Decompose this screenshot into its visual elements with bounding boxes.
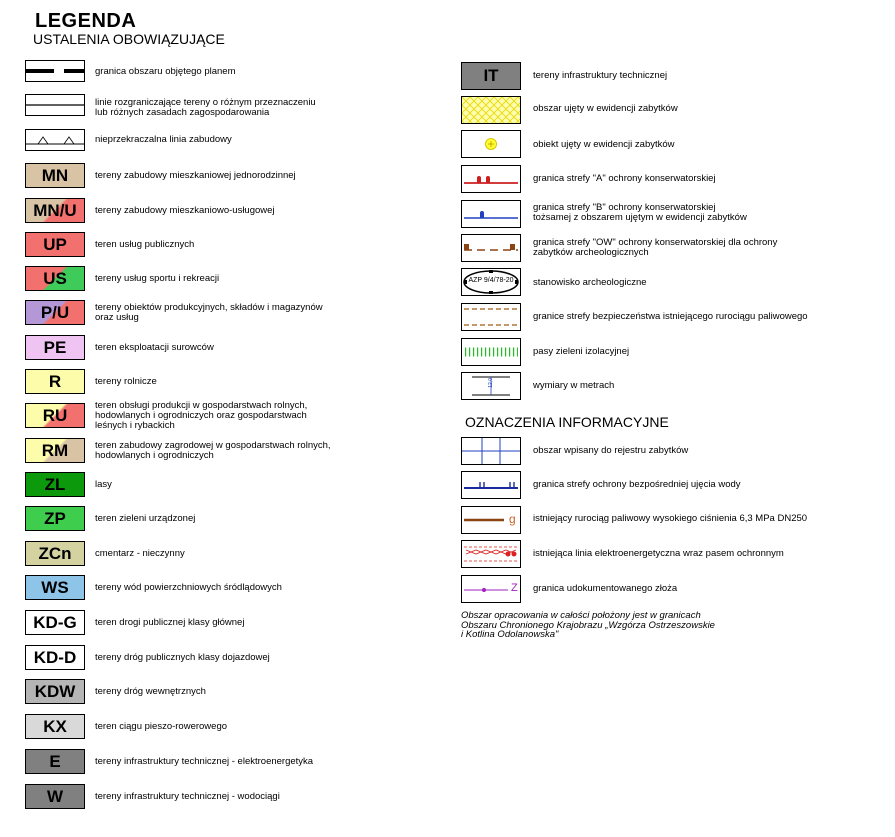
- deposit-symbol-letter: Z: [511, 582, 518, 594]
- symbol-zone-a: [461, 165, 521, 193]
- zone-code: US: [43, 268, 67, 288]
- label-ZL: lasy: [95, 479, 112, 490]
- zone-code: R: [48, 371, 62, 391]
- zone-code: KD-D: [33, 647, 77, 667]
- label-ZP: teren zieleni urządzonej: [95, 513, 196, 524]
- zone-KDW: [25, 679, 85, 704]
- label-registered-heritage: obszar wpisany do rejestru zabytków: [533, 445, 689, 456]
- label-KX: teren ciągu pieszo-rowerowego: [95, 721, 228, 732]
- zone-code: PE: [43, 337, 67, 357]
- symbol-pipeline-safety-zone: [461, 303, 521, 331]
- zone-code: MN: [41, 165, 69, 185]
- label-IT: tereny infrastruktury technicznej: [533, 70, 668, 81]
- symbol-green-belt: [461, 338, 521, 366]
- label-zone-ow: granica strefy "OW" ochrony konserwatorskiej dla ochrony zabytków archeologicznych: [533, 237, 778, 258]
- zone-code: IT: [483, 66, 499, 85]
- archaeological-site-code: AZP 9/4/78-20: [468, 277, 514, 284]
- symbol-zone-b: [461, 200, 521, 228]
- zone-code: RU: [42, 405, 68, 425]
- zone-code: P/U: [40, 302, 70, 322]
- label-building-line: nieprzekraczalna linia zabudowy: [95, 134, 232, 145]
- label-ZCn: cmentarz - nieczynny: [95, 548, 185, 559]
- zone-code: ZCn: [38, 543, 72, 563]
- label-deposit-boundary: granica udokumentowanego złoża: [533, 583, 678, 594]
- label-KD-G: teren drogi publicznej klasy głównej: [95, 617, 245, 628]
- zone-code: ZL: [44, 474, 66, 494]
- label-archaeological-site: stanowisko archeologiczne: [533, 277, 647, 288]
- label-heritage-object: obiekt ujęty w ewidencji zabytków: [533, 139, 675, 150]
- protected-landscape-note: Obszar opracowania w całości położony jest w granicach Obszaru Chronionego Krajobrazu „Wzgórza Ostrzeszowskie i Kotlina Odolanowska": [461, 610, 715, 640]
- zone-code: E: [49, 751, 61, 771]
- zone-RU: [25, 403, 85, 428]
- zone-code: ZP: [44, 508, 66, 528]
- zone-KD-D: [25, 645, 85, 670]
- symbol-dimensions: [461, 372, 521, 400]
- label-E: tereny infrastruktury technicznej - elektroenergetyka: [95, 756, 314, 767]
- symbol-dividing-lines: [25, 94, 85, 116]
- symbol-deposit-boundary: [461, 575, 521, 603]
- zone-UP: [25, 232, 85, 257]
- label-fuel-pipeline: istniejący rurociąg paliwowy wysokiego ciśnienia 6,3 MPa DN250: [533, 513, 808, 524]
- label-RM: teren zabudowy zagrodowej w gospodarstwach rolnych, hodowlanych i ogrodniczych: [95, 440, 331, 461]
- zone-WS: [25, 575, 85, 600]
- label-PE: teren eksploatacji surowców: [95, 342, 214, 353]
- zone-code: KD-G: [33, 612, 77, 632]
- label-P-U: tereny obiektów produkcyjnych, składów i magazynów oraz usług: [95, 302, 323, 323]
- dimension-value: 12,0: [488, 378, 494, 388]
- zone-MN-U: [25, 198, 85, 223]
- label-R: tereny rolnicze: [95, 376, 157, 387]
- symbol-heritage-object: [461, 130, 521, 158]
- symbol-power-line: [461, 540, 521, 568]
- label-heritage-area: obszar ujęty w ewidencji zabytków: [533, 103, 678, 114]
- zone-P-U: [25, 300, 85, 325]
- zone-code: UP: [43, 234, 67, 254]
- symbol-registered-heritage: [461, 437, 521, 465]
- zone-code: KDW: [34, 681, 76, 701]
- label-KD-D: tereny dróg publicznych klasy dojazdowej: [95, 652, 270, 663]
- zone-code: RM: [41, 440, 69, 460]
- symbol-plan-boundary: [25, 60, 85, 82]
- label-green-belt: pasy zieleni izolacyjnej: [533, 346, 630, 357]
- label-WS: tereny wód powierzchniowych śródlądowych: [95, 582, 282, 593]
- symbol-building-line: [25, 129, 85, 151]
- zone-PE: [25, 335, 85, 360]
- zone-W: [25, 784, 85, 809]
- zone-US: [25, 266, 85, 291]
- label-zone-b: granica strefy "B" ochrony konserwatorskiej tożsamej z obszarem ujętym w ewidencji zabytków: [533, 202, 747, 223]
- zone-RM: [25, 438, 85, 463]
- zone-code: MN/U: [33, 200, 77, 220]
- label-UP: teren usług publicznych: [95, 239, 195, 250]
- zone-ZL: [25, 472, 85, 497]
- label-pipeline-safety-zone: granice strefy bezpieczeństwa istniejącego rurociągu paliwowego: [533, 311, 808, 322]
- label-dividing-lines: linie rozgraniczające tereny o różnym przeznaczeniu lub różnych zasadach zagospodarowania: [95, 97, 316, 118]
- symbol-zone-ow: [461, 234, 521, 262]
- pipeline-symbol-letter: g: [509, 512, 516, 526]
- zone-IT: [461, 62, 521, 90]
- informational-title: OZNACZENIA INFORMACYJNE: [465, 414, 669, 430]
- legend-title: LEGENDA: [35, 10, 137, 32]
- label-MN-U: tereny zabudowy mieszkaniowo-usługowej: [95, 205, 275, 216]
- zone-code: WS: [41, 577, 69, 597]
- zone-MN: [25, 163, 85, 188]
- symbol-archaeological-site: [461, 268, 521, 296]
- legend-subtitle: USTALENIA OBOWIĄZUJĄCE: [33, 31, 225, 47]
- label-power-line: istniejąca linia elektroenergetyczna wraz pasem ochronnym: [533, 548, 784, 559]
- label-MN: tereny zabudowy mieszkaniowej jednorodzinnej: [95, 170, 296, 181]
- zone-KD-G: [25, 610, 85, 635]
- zone-E: [25, 749, 85, 774]
- label-US: tereny usług sportu i rekreacji: [95, 273, 220, 284]
- zone-ZP: [25, 506, 85, 531]
- label-KDW: tereny dróg wewnętrznych: [95, 686, 206, 697]
- zone-KX: [25, 714, 85, 739]
- zone-code: KX: [43, 716, 67, 736]
- label-W: tereny infrastruktury technicznej - wodociągi: [95, 791, 280, 802]
- symbol-heritage-area: [461, 96, 521, 124]
- label-water-intake-zone: granica strefy ochrony bezpośredniej ujęcia wody: [533, 479, 741, 490]
- label-RU: teren obsługi produkcji w gospodarstwach rolnych, hodowlanych i ogrodniczych oraz gospodarstwach leśnych i rybackich: [95, 400, 308, 431]
- zone-code: W: [46, 786, 64, 806]
- symbol-fuel-pipeline: [461, 506, 521, 534]
- label-zone-a: granica strefy "A" ochrony konserwatorskiej: [533, 173, 716, 184]
- zone-R: [25, 369, 85, 394]
- label-plan-boundary: granica obszaru objętego planem: [95, 66, 236, 77]
- label-dimensions: wymiary w metrach: [533, 380, 615, 391]
- symbol-water-intake-zone: [461, 471, 521, 499]
- zone-ZCn: [25, 541, 85, 566]
